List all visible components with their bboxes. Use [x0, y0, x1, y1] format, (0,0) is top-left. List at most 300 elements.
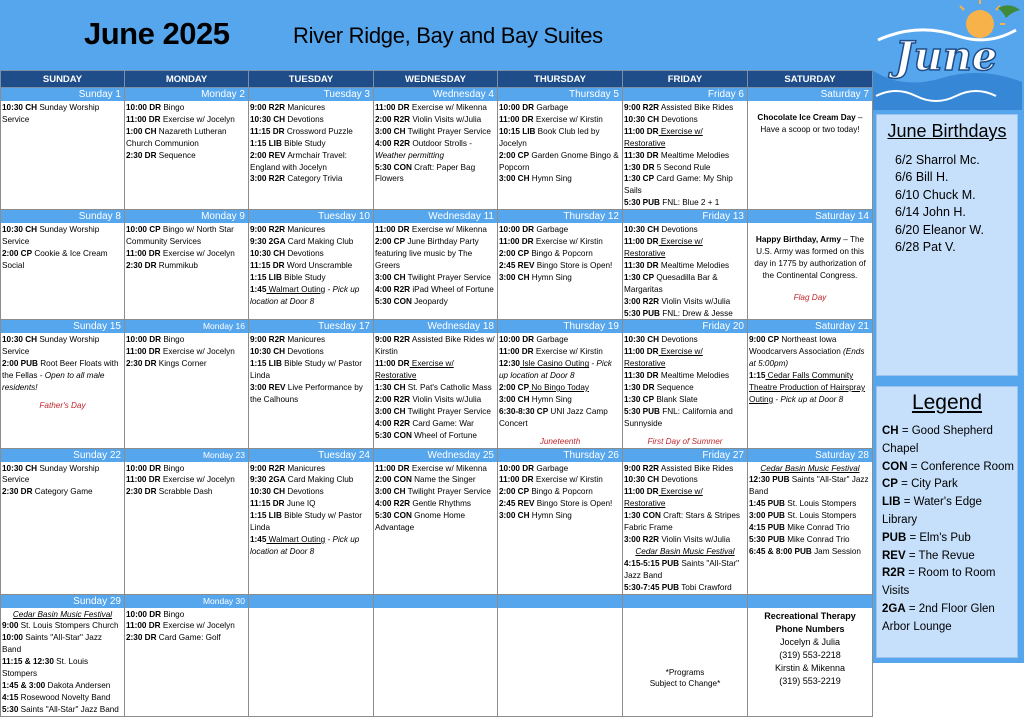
event-time: 10:15 LIB	[499, 126, 536, 136]
event-item	[250, 346, 372, 358]
calendar-day-cell	[748, 448, 873, 594]
legend-code: 2GA	[882, 602, 906, 615]
day-events	[374, 223, 497, 307]
event-description: Scrabble Dash	[156, 487, 213, 497]
calendar-day-cell	[748, 594, 873, 716]
legend-panel	[876, 386, 1018, 658]
event-description: Saints "All-Star" Jazz Band	[749, 475, 869, 497]
day-events	[498, 101, 622, 185]
event-description: Exercise w/ Jocelyn	[160, 475, 235, 485]
calendar-week-row	[1, 448, 873, 594]
event-item	[126, 346, 247, 358]
day-events	[623, 608, 747, 691]
event-time: 11:00 DR	[499, 475, 534, 485]
event-description: Bingo	[161, 609, 185, 619]
event-time: 1:15 LIB	[250, 272, 282, 282]
event-time: 1:00 CH	[126, 126, 157, 136]
day-events	[623, 101, 747, 209]
event-description: Craft: Paper Bag Flowers	[375, 162, 476, 184]
event-description: Bingo Store is Open!	[534, 499, 613, 509]
event-description: Cedar Basin Music Festival	[12, 609, 113, 619]
event-time: 11:00 DR	[126, 621, 161, 631]
calendar-day-cell	[374, 210, 498, 320]
event-item	[749, 534, 871, 546]
event-item	[126, 486, 247, 498]
day-label: Monday 16	[125, 320, 248, 333]
event-item	[624, 510, 746, 534]
event-item	[749, 510, 871, 522]
event-item	[375, 486, 496, 498]
event-time: 6:30-8:30 CP	[499, 406, 549, 416]
phone-line: (319) 553-2218	[779, 649, 841, 660]
event-description: Exercise w/ Jocelyn	[160, 621, 235, 631]
event-description: Devotions	[659, 475, 698, 485]
calendar-day-cell	[1, 320, 125, 448]
legend-item	[882, 548, 1015, 566]
event-description: Violin Visits w/Julia	[410, 394, 482, 404]
event-item	[2, 102, 123, 126]
event-time: 12:30 PUB	[749, 475, 790, 485]
event-time: 3:00 PUB	[749, 511, 785, 521]
event-description: June IQ	[284, 499, 316, 509]
event-description: Violin Visits w/Julia	[659, 535, 731, 544]
event-item	[499, 334, 621, 346]
event-item	[250, 138, 372, 150]
calendar-week-row	[1, 320, 873, 448]
event-description: Walmart Outing	[266, 284, 326, 294]
event-item	[499, 382, 621, 394]
event-time: 3:00 REV	[250, 383, 286, 393]
special-day-text: – The U.S. Army was formed on this day in 1775 by authorization of the Continental Congress.	[754, 235, 866, 280]
event-description: Kings Corner	[156, 359, 207, 369]
event-description: St. Louis Stompers Church	[18, 621, 119, 631]
event-description: Manicures	[285, 225, 326, 235]
calendar-day-cell	[623, 210, 748, 320]
calendar-week-row	[1, 210, 873, 320]
calendar-day-cell	[1, 448, 125, 594]
event-description: Category Game	[32, 487, 93, 497]
day-label: Thursday 26	[498, 449, 622, 462]
event-item	[375, 284, 496, 296]
event-description: St. Louis Stompers	[2, 657, 89, 679]
event-time: 1:30 CP	[624, 394, 655, 404]
event-time: 1:15 LIB	[250, 359, 282, 369]
event-time: 2:30 DR	[2, 487, 33, 497]
event-item	[250, 272, 372, 284]
event-time: 9:00 R2R	[624, 103, 660, 112]
event-description: Devotions	[285, 347, 324, 357]
event-description: Live Performance by the Calhouns	[250, 383, 363, 404]
event-item	[624, 308, 746, 320]
event-item	[624, 296, 746, 308]
event-description: Assisted Bike Rides	[659, 463, 734, 473]
day-label: Tuesday 17	[249, 320, 373, 333]
event-time: 9:00 R2R	[624, 463, 660, 473]
event-item	[499, 272, 621, 284]
calendar-day-cell	[125, 320, 249, 448]
event-description: Outdoor Strolls -	[410, 138, 472, 148]
event-time: 5:30 PUB	[624, 406, 660, 416]
legend-desc: = The Revue	[905, 549, 975, 562]
event-item	[749, 498, 871, 510]
calendar-day-cell	[623, 88, 748, 210]
calendar-day-cell	[748, 88, 873, 210]
day-label: Thursday 5	[498, 88, 622, 101]
calendar-day-cell	[498, 88, 623, 210]
event-time: 9:30 2GA	[250, 475, 286, 485]
day-events	[748, 462, 872, 558]
event-item	[2, 609, 123, 621]
day-events	[249, 608, 373, 609]
event-item	[499, 236, 621, 248]
event-item	[375, 430, 496, 442]
day-label: Monday 23	[125, 449, 248, 462]
event-time: 10:00 DR	[499, 103, 535, 112]
event-description: Hymn Sing	[529, 174, 572, 184]
birthdays-panel	[876, 114, 1018, 376]
event-item	[375, 334, 496, 358]
event-item	[375, 463, 496, 475]
event-time: 11:15 & 12:30	[2, 657, 54, 667]
event-description: Crossword Puzzle	[284, 126, 353, 136]
event-item	[749, 522, 871, 534]
event-item	[499, 463, 621, 475]
event-time: 11:00 DR	[624, 347, 659, 357]
event-item	[624, 150, 746, 162]
event-time: 11:00 DR	[499, 237, 534, 247]
legend-desc: = City Park	[897, 478, 958, 491]
calendar-week-row	[1, 88, 873, 210]
event-item	[375, 406, 496, 418]
legend-desc: = 2nd Floor Glen Arbor Lounge	[882, 602, 995, 633]
calendar-day-cell	[125, 594, 249, 716]
legend-item	[882, 530, 1015, 548]
event-description: Mealtime Melodies	[658, 150, 730, 160]
event-description: Bible Study	[281, 272, 326, 282]
event-item	[499, 498, 621, 510]
programs-note-line: *Programs	[665, 667, 705, 677]
event-time: 2:00 CP	[499, 487, 530, 497]
event-time: 6:45 & 8:00 PUB	[749, 546, 812, 556]
event-description: Wheel of Fortune	[411, 430, 477, 440]
day-label: Wednesday 11	[374, 210, 497, 223]
day-events	[623, 462, 747, 594]
event-description: Saints "All-Star" Jazz Band	[18, 704, 119, 714]
event-time: 3:00 CH	[375, 487, 406, 497]
event-time: 3:00 R2R	[624, 296, 660, 306]
event-description: FNL: California and Sunnyside	[624, 406, 733, 428]
event-time: 10:30 CH	[2, 463, 38, 473]
event-time: 10:30 CH	[250, 248, 286, 258]
event-time: 10:30 CH	[2, 335, 38, 345]
event-description: Northeast Iowa Woodcarvers Association	[749, 335, 841, 357]
phone-numbers	[749, 609, 871, 688]
event-description: Bingo w/ North Star Community Services	[126, 225, 234, 247]
event-item	[749, 463, 871, 475]
event-item	[375, 162, 496, 186]
event-time: 4:00 R2R	[375, 499, 411, 509]
event-time: 11:00 DR	[126, 475, 161, 485]
event-time: 2:30 DR	[126, 150, 157, 160]
event-time: 11:00 DR	[499, 114, 534, 124]
event-item	[2, 656, 123, 680]
event-time: 1:45	[250, 284, 267, 294]
birthday-item: 6/20 Eleanor W.	[895, 222, 984, 237]
event-description: Card Game: War	[410, 418, 474, 428]
event-item	[250, 248, 372, 260]
event-description: Root Beer Floats with the Fellas	[2, 359, 119, 381]
day-label: Tuesday 3	[249, 88, 373, 101]
programs-note	[624, 609, 746, 691]
day-events	[498, 462, 622, 523]
event-description: Word Unscramble	[284, 260, 353, 270]
event-item	[624, 382, 746, 394]
phone-line: (319) 553-2219	[779, 675, 841, 686]
event-description: Exercise w/ Mikenna	[409, 463, 487, 473]
day-label: Monday 30	[125, 595, 248, 608]
event-description: Rosewood Novelty Band	[18, 692, 111, 702]
event-time: 11:15 DR	[250, 126, 285, 136]
event-item	[250, 334, 372, 346]
event-time: 4:15 PUB	[749, 523, 785, 533]
event-description: Violin Visits w/Julia	[410, 114, 482, 124]
event-description: FNL: Drew & Jesse	[659, 308, 733, 318]
event-description: Sunday Worship Service	[2, 463, 100, 485]
day-events	[374, 608, 497, 609]
event-description: Sunday Worship Service	[2, 103, 100, 124]
event-time: 3:00 CH	[499, 272, 530, 282]
event-time: 10:00 DR	[499, 463, 535, 473]
event-time: 11:00 DR	[375, 225, 410, 235]
special-day-text: – Have a scoop or two today!	[760, 113, 863, 134]
event-description: Sunday Worship Service	[2, 335, 100, 357]
event-time: 9:00 R2R	[250, 225, 286, 235]
day-label: Wednesday 25	[374, 449, 497, 462]
event-time: 10:00 DR	[499, 225, 535, 235]
event-time: 3:00 CH	[499, 511, 530, 521]
event-time: 1:30 DR	[624, 162, 655, 172]
event-item	[624, 474, 746, 486]
event-time: 11:00 DR	[375, 463, 410, 473]
event-item	[499, 346, 621, 358]
event-item	[749, 474, 871, 498]
calendar-day-cell	[249, 210, 374, 320]
event-description: St. Louis Stompers	[784, 511, 857, 521]
event-time: 11:30 DR	[624, 150, 659, 160]
legend-desc: = Conference Room	[907, 460, 1014, 473]
day-events	[1, 608, 124, 716]
event-item	[375, 474, 496, 486]
event-description: Violin Visits w/Julia	[659, 296, 731, 306]
event-item	[499, 394, 621, 406]
event-description: Tobi Crawford	[679, 582, 732, 592]
calendar-day-cell	[374, 320, 498, 448]
day-label	[249, 595, 373, 608]
event-item	[499, 126, 621, 150]
event-time: 11:30 DR	[624, 260, 659, 270]
legend-list	[882, 423, 1015, 637]
day-label: Sunday 15	[1, 320, 124, 333]
event-description: Exercise w/ Mikenna	[409, 103, 487, 112]
event-item	[250, 224, 372, 236]
event-time: 1:15 LIB	[250, 138, 282, 148]
day-label	[748, 595, 872, 608]
event-time: 4:00 R2R	[375, 284, 411, 294]
calendar-day-cell	[1, 594, 125, 716]
event-time: 11:00 DR	[126, 347, 161, 357]
event-description: UNI Jazz Camp Concert	[499, 406, 608, 428]
event-description: Quesadilla Bar & Margaritas	[624, 272, 718, 294]
event-description: Mealtime Melodies	[658, 260, 730, 270]
day-label: Sunday 8	[1, 210, 124, 223]
event-time: 11:00 DR	[375, 359, 410, 369]
event-time: 9:00	[2, 621, 19, 631]
day-events	[125, 223, 248, 272]
event-item	[499, 102, 621, 114]
day-events	[748, 101, 872, 136]
event-description: St. Pat's Catholic Mass	[405, 383, 492, 393]
event-time: 11:00 DR	[126, 114, 161, 124]
event-description: Craft: Stars & Stripes Fabric Frame	[624, 511, 741, 533]
event-item	[749, 334, 871, 370]
phone-title: Recreational Therapy	[764, 610, 856, 621]
event-time: 11:00 DR	[375, 103, 410, 112]
event-description: Armchair Travel: England with Jocelyn	[250, 150, 347, 172]
calendar-day-cell	[374, 448, 498, 594]
event-description: Card Game: My Ship Sails	[624, 174, 733, 196]
event-time: 5:30 CON	[375, 162, 412, 172]
event-description: Garbage	[534, 225, 569, 235]
legend-item	[882, 565, 1015, 601]
event-description: St. Louis Stompers	[784, 499, 857, 509]
event-description: Exercise w/ Restorative	[624, 237, 703, 258]
event-item	[499, 474, 621, 486]
phone-title: Phone Numbers	[775, 623, 845, 634]
calendar-day-cell	[125, 210, 249, 320]
event-time: 10:30 CH	[2, 103, 38, 112]
weekday-header-row	[1, 71, 873, 88]
event-note: - Open to all male residents!	[2, 371, 105, 393]
event-time: 3:00 CH	[499, 394, 530, 404]
event-description: Gnome Home Advantage	[375, 511, 466, 533]
weekday-header: SUNDAY	[1, 71, 125, 88]
event-time: 1:30 CH	[375, 383, 406, 393]
event-description: Cedar Basin Music Festival	[760, 463, 860, 473]
day-label: Saturday 21	[748, 320, 872, 333]
event-item	[624, 394, 746, 406]
legend-code: CP	[882, 478, 898, 491]
special-day-title: Chocolate Ice Cream Day	[757, 113, 856, 122]
event-time: 2:30 DR	[126, 633, 157, 643]
event-time: 3:00 CH	[375, 406, 406, 416]
phone-line: Jocelyn & Julia	[779, 636, 841, 647]
legend-code: CH	[882, 425, 899, 437]
event-item	[250, 150, 372, 174]
event-description: Saints "All-Star" Jazz Band	[2, 633, 103, 655]
day-events	[498, 223, 622, 284]
event-time: 11:00 DR	[624, 487, 659, 497]
event-item	[250, 486, 372, 498]
event-item	[499, 173, 621, 185]
event-item	[375, 236, 496, 272]
event-item	[2, 692, 123, 704]
legend-code: LIB	[882, 496, 901, 509]
event-time: 5:30	[2, 704, 19, 714]
event-description: Book Club led by Jocelyn	[499, 126, 600, 148]
event-item	[250, 382, 372, 406]
event-description: Twilight Prayer Service	[405, 126, 491, 136]
day-events	[125, 101, 248, 162]
event-description: Bingo	[161, 103, 185, 112]
day-label	[623, 595, 747, 608]
day-events	[249, 223, 373, 307]
event-item	[2, 358, 123, 394]
event-item	[624, 334, 746, 346]
event-time: 9:00 R2R	[250, 335, 286, 345]
event-time: 2:00 CP	[499, 150, 530, 160]
event-description: Exercise w/ Restorative	[624, 487, 703, 509]
event-time: 1:30 CP	[624, 272, 655, 282]
event-description: Name the Singer	[411, 475, 476, 485]
day-label: Tuesday 10	[249, 210, 373, 223]
event-item	[2, 680, 123, 692]
event-item	[375, 224, 496, 236]
weekday-header: SATURDAY	[748, 71, 873, 88]
event-time: 1:15 LIB	[250, 511, 282, 521]
event-time: 2:00 CP	[375, 237, 406, 247]
event-item	[2, 704, 123, 716]
event-item	[624, 486, 746, 510]
event-item	[624, 102, 746, 114]
event-description: Bible Study w/ Pastor Linda	[250, 511, 362, 533]
calendar-day-cell	[498, 210, 623, 320]
june-logo-icon	[868, 0, 1024, 110]
event-description: Devotions	[659, 335, 698, 345]
event-time: 10:00 DR	[126, 335, 162, 345]
event-description: Saints "All-Star" Jazz Band	[624, 558, 740, 580]
weekday-header: MONDAY	[125, 71, 249, 88]
event-description: Hymn Sing	[529, 272, 572, 282]
day-label: Monday 2	[125, 88, 248, 101]
event-description: iPad Wheel of Fortune	[410, 284, 494, 294]
holiday-label: Father's Day	[39, 400, 86, 410]
birthday-item: 6/28 Pat V.	[895, 240, 956, 255]
event-description: Garden Gnome Bingo & Popcorn	[499, 150, 619, 172]
event-item	[126, 114, 247, 126]
event-description: Assisted Bike Rides w/ Kirstin	[375, 335, 495, 357]
birthday-item: 6/6 Bill H.	[895, 170, 949, 185]
day-events	[374, 462, 497, 534]
special-day-note	[749, 224, 871, 282]
event-time: 10:00	[2, 633, 23, 643]
day-events	[623, 333, 747, 447]
event-item	[2, 334, 123, 358]
day-label: Friday 13	[623, 210, 747, 223]
event-item	[375, 102, 496, 114]
calendar-day-cell	[249, 448, 374, 594]
event-item	[126, 463, 247, 475]
day-events	[125, 608, 248, 645]
event-item	[126, 632, 247, 644]
event-description: Devotions	[659, 114, 698, 124]
event-item	[375, 382, 496, 394]
event-item	[624, 406, 746, 430]
event-time: 10:00 DR	[126, 463, 162, 473]
event-item	[624, 224, 746, 236]
special-day-note	[749, 102, 871, 136]
legend-item	[882, 459, 1015, 477]
event-description: Assisted Bike Rides	[659, 103, 734, 112]
